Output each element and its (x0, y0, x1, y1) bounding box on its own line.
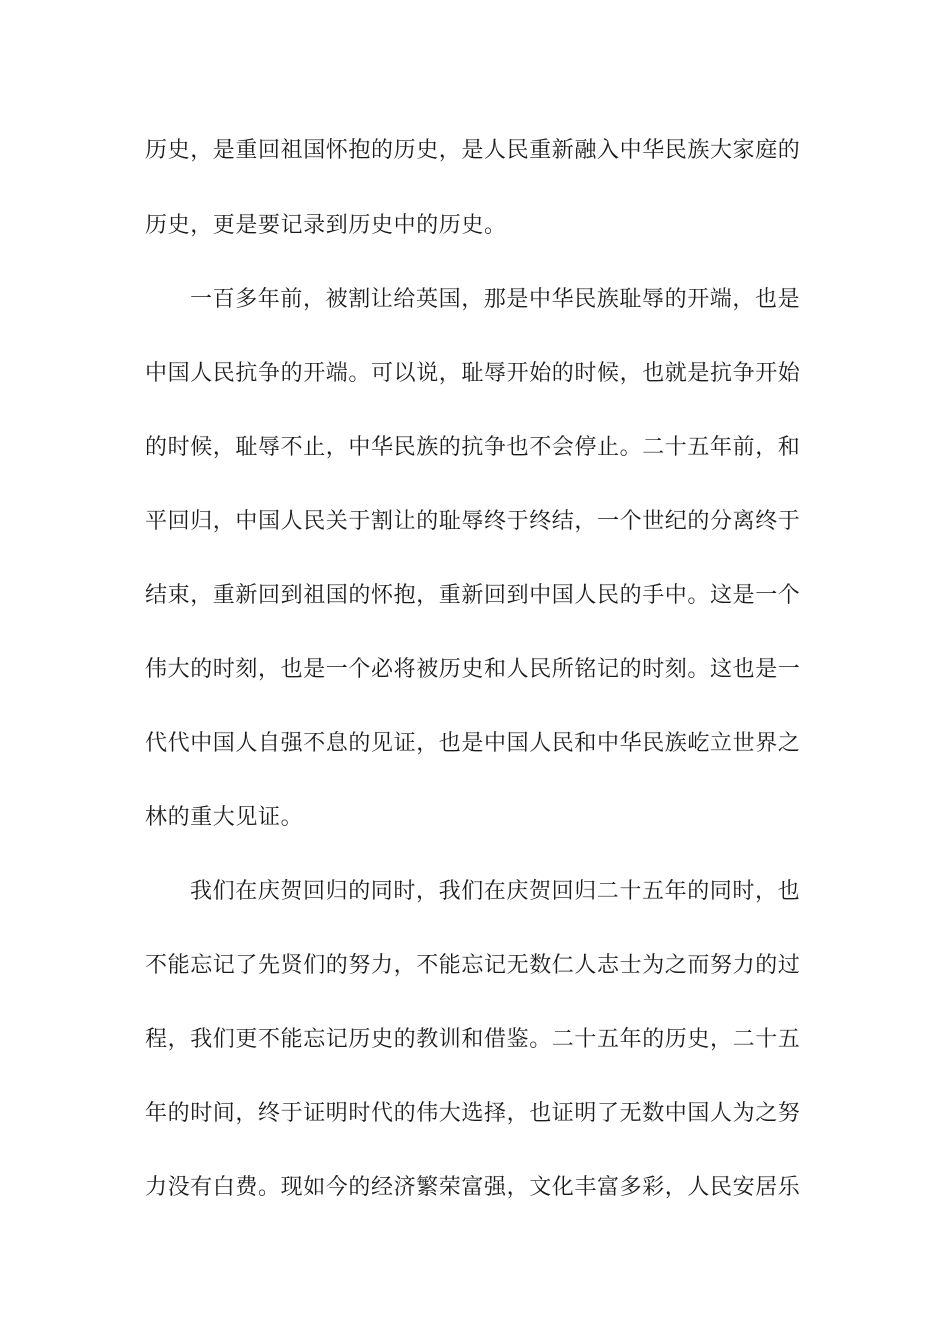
text-line: 历史，是重回祖国怀抱的历史，是人民重新融入中华民族大家庭的 (145, 138, 801, 163)
text-line: 中国人民抗争的开端。可以说，耻辱开始的时候，也就是抗争开始 (145, 361, 801, 386)
text-line: 平回归，中国人民关于割让的耻辱终于终结，一个世纪的分离终于 (145, 509, 801, 534)
text-line: 程，我们更不能忘记历史的教训和借鉴。二十五年的历史，二十五 (145, 1027, 801, 1052)
paragraph-first-line: 我们在庆贺回归的同时，我们在庆贺回归二十五年的同时，也 (190, 879, 801, 904)
text-line: 不能忘记了先贤们的努力，不能忘记无数仁人志士为之而努力的过 (145, 953, 801, 978)
text-line: 力没有白费。现如今的经济繁荣富强，文化丰富多彩，人民安居乐 (145, 1175, 801, 1200)
text-line: 年的时间，终于证明时代的伟大选择，也证明了无数中国人为之努 (145, 1101, 801, 1126)
text-line: 结束，重新回到祖国的怀抱，重新回到中国人民的手中。这是一个 (145, 583, 801, 608)
text-line: 的时候，耻辱不止，中华民族的抗争也不会停止。二十五年前，和 (145, 435, 801, 460)
text-line: 历史，更是要记录到历史中的历史。 (145, 213, 507, 238)
text-line: 伟大的时刻，也是一个必将被历史和人民所铭记的时刻。这也是一 (145, 657, 801, 682)
text-line: 代代中国人自强不息的见证，也是中国人民和中华民族屹立世界之 (145, 731, 801, 756)
text-line: 林的重大见证。 (145, 805, 304, 830)
paragraph-first-line: 一百多年前，被割让给英国，那是中华民族耻辱的开端，也是 (190, 287, 801, 312)
